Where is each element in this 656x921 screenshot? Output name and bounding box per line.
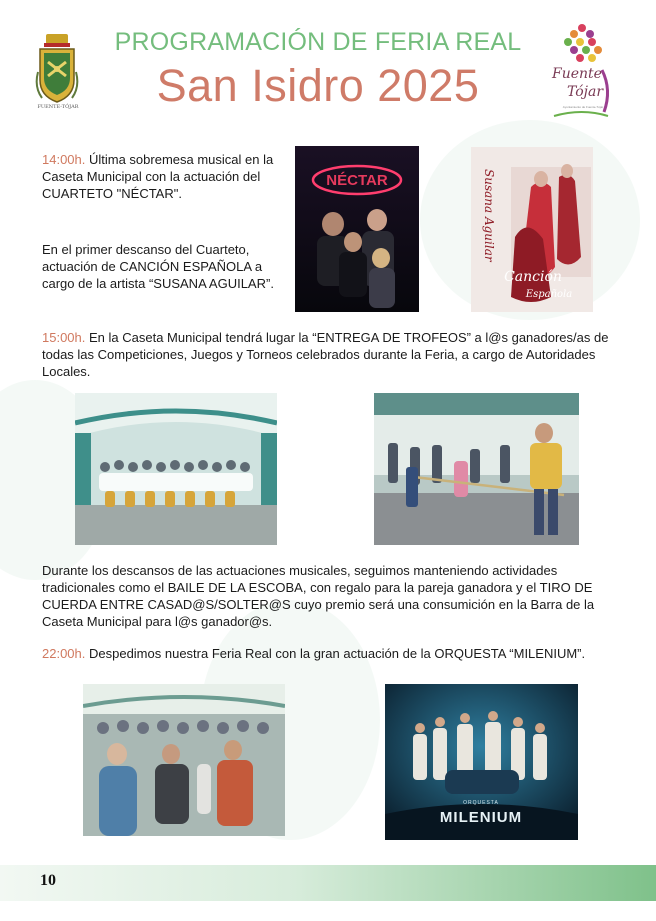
crest-caption: FUENTE-TÓJAR — [37, 104, 79, 110]
orquesta-small-text: ORQUESTA — [463, 800, 499, 806]
event-2200-paragraph — [42, 645, 632, 662]
espanola-caption: Española — [525, 289, 573, 300]
nectar-logo-text: NÉCTAR — [326, 172, 388, 189]
event-text: En la Caseta Municipal tendrá lugar la “ENTREGA DE TROFEOS” a l@s ganadores/as de todas las Competiciones, Juegos y Torneos celebrados durante la Feria, a cargo de Autoridades Locales. — [42, 330, 609, 379]
traditional-activities-paragraph: Durante los descansos de las actuaciones musicales, seguimos manteniendo actividades tradicionales como el BAILE DE LA ESCOBA, con regalo para la pareja ganadora y el TIRO DE CUERDA ENTRE CASAD@S/SOLTER@S cuyo premio será una consumición en la Barra de la Caseta Municipal para l@s ganador@s. — [42, 563, 595, 629]
nectar-band-photo — [295, 146, 419, 312]
tug-of-war-photo — [374, 393, 579, 545]
broom-dance-photo — [83, 684, 285, 836]
event-1400-paragraph — [42, 151, 276, 202]
event-text: Despedimos nuestra Feria Real con la gran actuación de la ORQUESTA “MILENIUM”. — [85, 646, 586, 661]
footer-bar — [0, 865, 656, 901]
susana-aguilar-poster — [471, 147, 593, 312]
event-time: 14:00h. — [42, 152, 86, 167]
susana-name-text: Susana Aguilar — [482, 169, 496, 262]
program-title: PROGRAMACIÓN DE FERIA REAL — [114, 28, 522, 56]
event-time: 22:00h. — [42, 646, 86, 661]
logo-subtitle: Ayuntamiento de Fuente-Tójar — [562, 105, 604, 109]
fair-title: San Isidro 2025 — [156, 60, 480, 111]
cancion-espanola-paragraph: En el primer descanso del Cuarteto, actuación de CANCIÓN ESPAÑOLA a cargo de la artista “SUSANA AGUILAR”. — [42, 242, 274, 291]
logo-text-fuente: Fuente — [552, 66, 602, 82]
event-text: Última sobremesa musical en la Caseta Municipal con la actuación del CUARTETO "NÉCTAR". — [42, 152, 274, 201]
trophy-group-photo — [75, 393, 277, 545]
page-number: 10 — [40, 872, 56, 889]
logo-text-tojar: Tójar — [567, 84, 604, 100]
event-1500-paragraph — [42, 329, 618, 380]
milenium-logo-text: MILENIUM — [439, 809, 523, 826]
orquesta-milenium-photo — [385, 684, 578, 840]
event-time: 15:00h. — [42, 330, 86, 345]
cancion-caption: Canción — [504, 269, 562, 285]
